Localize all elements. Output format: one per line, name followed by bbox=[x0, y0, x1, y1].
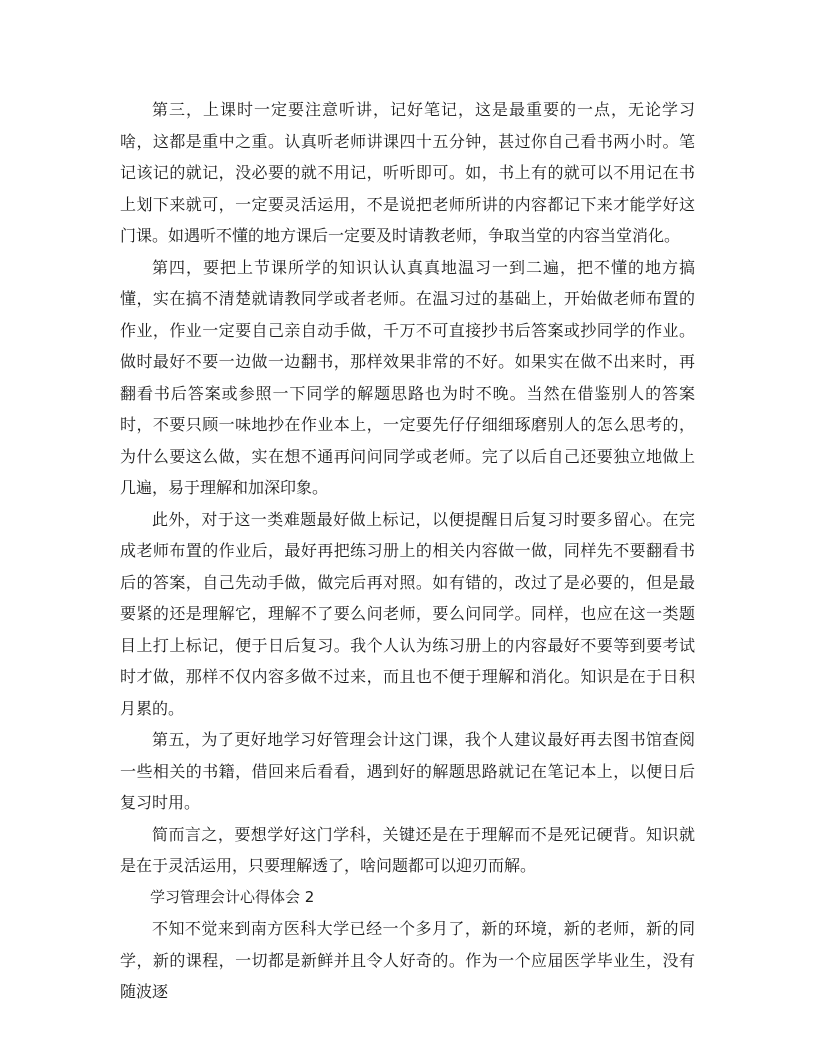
paragraph-fourth-point: 第四，要把上节课所学的知识认认真真地温习一到二遍，把不懂的地方搞懂，实在搞不清楚就请教同学或者老师。在温习过的基础上，开始做老师布置的作业，作业一定要自己亲自动手做，千万不可直接抄书后答案或抄同学的作业。做时最好不要一边做一边翻书，那样效果非常的不好。如果实在做不出来时，再翻看书后答案或参照一下同学的解题思路也为时不晚。当然在借鉴别人的答案时，不要只顾一味地抄在作业本上，一定要先仔仔细细琢磨别人的怎么思考的，为什么要这么做，实在想不通再问问同学或老师。完了以后自己还要独立地做上几遍，易于理解和加深印象。 bbox=[120, 257, 695, 497]
paragraph-fifth-point: 第五，为了更好地学习好管理会计这门课，我个人建议最好再去图书馆查阅一些相关的书籍，借回来后看看，遇到好的解题思路就记在笔记本上，以便日后复习时用。 bbox=[120, 730, 695, 812]
paragraph-section-2-intro: 不知不觉来到南方医科大学已经一个多月了，新的环境，新的老师，新的同学，新的课程，一切都是新鲜并且令人好奇的。作为一个应届医学毕业生，没有随波逐 bbox=[120, 919, 695, 1001]
paragraph-summary: 简而言之，要想学好这门学科，关键还是在于理解而不是死记硬背。知识就是在于灵活运用，只要理解透了，啥问题都可以迎刃而解。 bbox=[120, 824, 695, 875]
paragraph-additional-notes: 此外，对于这一类难题最好做上标记，以便提醒日后复习时要多留心。在完成老师布置的作业后，最好再把练习册上的相关内容做一做，同样先不要翻看书后的答案，自己先动手做，做完后再对照。如有错的，改过了是必要的，但是最要紧的还是理解它，理解不了要么问老师，要么问同学。同样，也应在这一类题目上打上标记，便于日后复习。我个人认为练习册上的内容最好不要等到要考试时才做，那样不仅内容多做不过来，而且也不便于理解和消化。知识是在于日积月累的。 bbox=[120, 509, 695, 718]
paragraph-third-point: 第三，上课时一定要注意听讲，记好笔记，这是最重要的一点，无论学习啥，这都是重中之重。认真听老师讲课四十五分钟，甚过你自己看书两小时。笔记该记的就记，没必要的就不用记，听听即可。如，书上有的就可以不用记在书上划下来就可，一定要灵活运用，不是说把老师所讲的内容都记下来才能学好这门课。如遇听不懂的地方课后一定要及时请教老师，争取当堂的内容当堂消化。 bbox=[120, 100, 695, 245]
section-title: 学习管理会计心得体会 2 bbox=[150, 887, 315, 906]
document-body bbox=[120, 94, 695, 1008]
